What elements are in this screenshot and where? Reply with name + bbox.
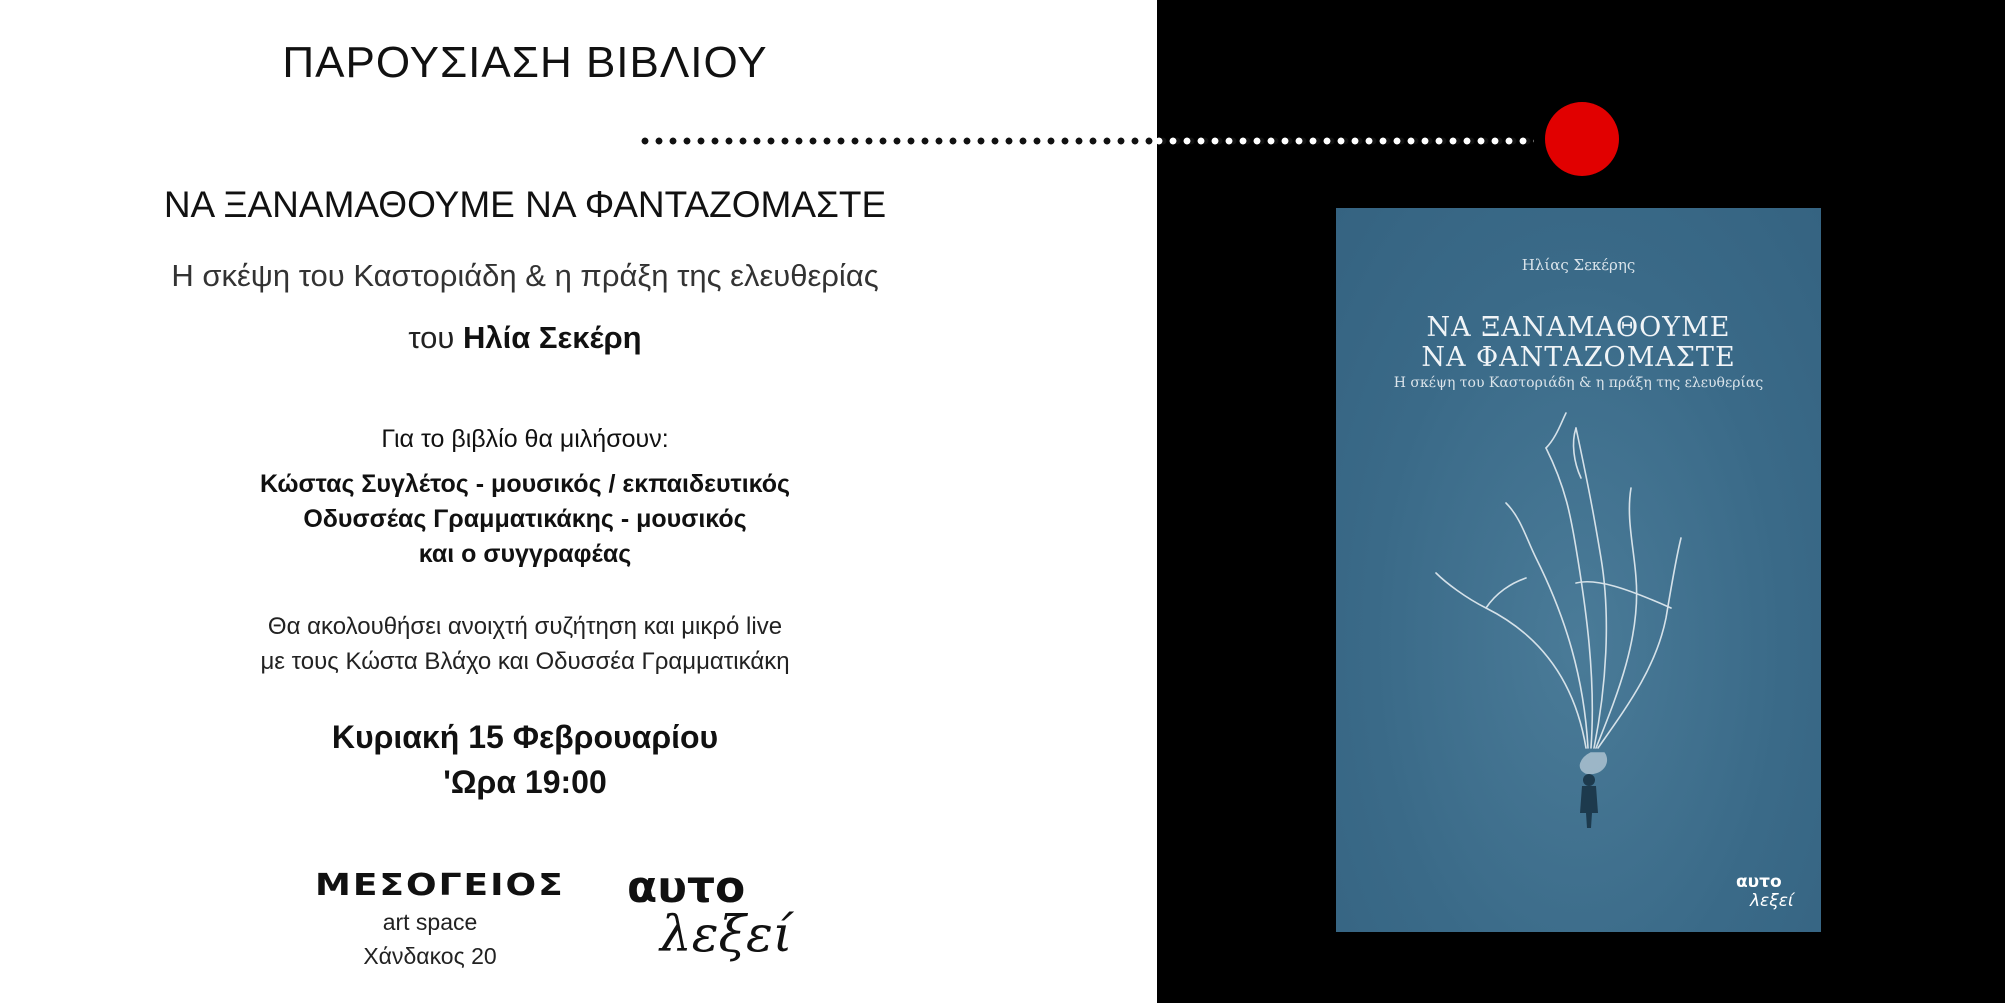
note-line: Θα ακολουθήσει ανοιχτή συζήτηση και μικρό live: [267, 613, 783, 640]
speaker-item: Κώστας Συγλέτος - μουσικός / εκπαιδευτικός: [259, 470, 791, 498]
dotted-line-light: [1157, 136, 1534, 146]
venue-logo: ΜΕΣΟΓΕΙΟΣ: [315, 868, 565, 903]
publisher-logo-line2: λεξεί: [660, 905, 793, 963]
speakers-title: Για το βιβλίο θα μιλήσουν:: [381, 425, 669, 453]
author-prefix: του: [408, 320, 455, 355]
cover-logo-line2: λεξεί: [1750, 891, 1794, 911]
cover-subtitle: Η σκέψη του Καστοριάδη & η πράξη της ελευθερίας: [1393, 375, 1764, 391]
publisher-logo-line1: αυτο: [627, 862, 746, 913]
page-heading: ΠΑΡΟΥΣΙΑΣΗ ΒΙΒΛΙΟΥ: [282, 38, 768, 87]
author-line: [0, 320, 1050, 356]
book-title: ΝΑ ΞΑΝΑΜΑΘΟΥΜΕ ΝΑ ΦΑΝΤΑΖΟΜΑΣΤΕ: [163, 184, 887, 225]
cover-logo-line1: αυτο: [1736, 872, 1782, 892]
cover-illustration: [1426, 408, 1726, 828]
venue-subtitle: art space: [382, 909, 478, 935]
cover-title-line2: ΝΑ ΦΑΝΤΑΖΟΜΑΣΤΕ: [1421, 342, 1736, 373]
speaker-item: Οδυσσέας Γραμματικάκης - μουσικός: [303, 505, 747, 533]
note-line: με τους Κώστα Βλάχο και Οδυσσέα Γραμματικάκη: [260, 648, 790, 675]
author-name: Ηλία Σεκέρη: [463, 320, 642, 355]
book-subtitle: Η σκέψη του Καστοριάδη & η πράξη της ελευθερίας: [171, 258, 879, 293]
red-dot-icon: [1545, 102, 1619, 176]
speaker-item: και ο συγγραφέας: [418, 540, 632, 568]
book-cover: [1336, 208, 1821, 932]
cover-author: Ηλίας Σεκέρης: [1521, 256, 1636, 274]
event-time: 'Ωρα 19:00: [443, 764, 607, 800]
cover-publisher-logo: [1736, 873, 1794, 911]
cover-title-line1: ΝΑ ΞΑΝΑΜΑΘΟΥΜΕ: [1426, 312, 1731, 343]
event-date: Κυριακή 15 Φεβρουαρίου: [331, 719, 719, 755]
venue-address: Χάνδακος 20: [363, 943, 497, 969]
